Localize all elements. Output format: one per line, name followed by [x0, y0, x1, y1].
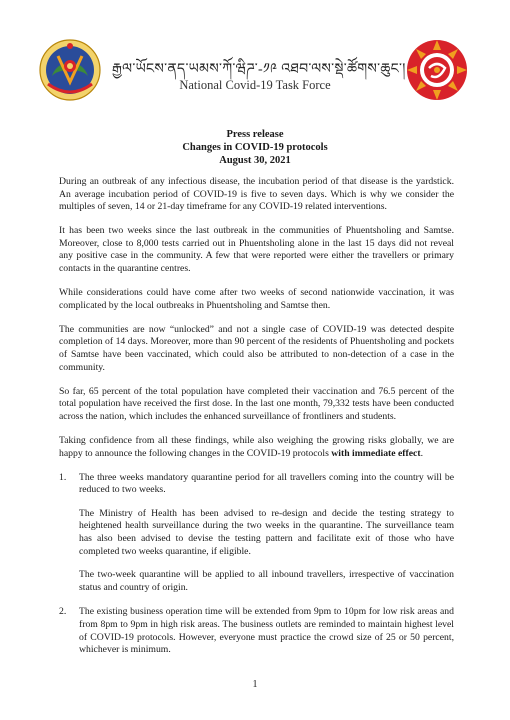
press-release-heading: [0, 128, 510, 167]
national-emblem-logo: [38, 38, 102, 102]
list-paragraph: The Ministry of Health has been advised to re-design and decide the testing strategy to heightened health surveillance during the two weeks in the quarantine. The surveillance team has also been advised to devise the testing pattern and facilitate exit of those who have completed two weeks quarantine, if eligible.: [79, 507, 454, 557]
paragraph: It has been two weeks since the last outbreak in the communities of Phuentsholing and Samtse. Moreover, close to 8,000 tests carried out in Phuentsholing alone in the last 15 days did not reveal any positive case in the community. A few that were reported were either the travellers or primary contacts in the quarantine centres.: [59, 225, 454, 275]
list-item: [59, 606, 454, 656]
list-item: [59, 472, 454, 595]
list-number: 2.: [59, 606, 67, 618]
document-body: [59, 176, 454, 669]
page-number: 1: [252, 679, 258, 690]
tibetan-title: རྒྱལ་ཡོངས་ནད་ཡམས་ཀོ་ཝིཌ་-༡༩ འཐབ་ལས་སྡེ་ཚོགས་ཆུང་།: [112, 62, 406, 77]
paragraph: [59, 435, 454, 460]
list-paragraph: The two-week quarantine will be applied to all inbound travellers, irrespective of vaccination status and country of origin.: [79, 569, 454, 593]
document-date: August 30, 2021: [219, 155, 291, 166]
list-number: 1.: [59, 471, 67, 483]
ministry-health-logo: [405, 38, 469, 102]
paragraph: The communities are now “unlocked” and not a single case of COVID-19 was detected despite completion of 14 days. Moreover, more than 90 percent of the residents of Phuentsholing and pockets of Samtse have been vaccinated, which could also be attributed to non-detection of a case in the community.: [59, 323, 454, 373]
press-release-label: Press release: [226, 129, 284, 140]
paragraph-text: Taking confidence from all these findings, while also weighing the growing risks globally, we are happy to announce the following changes in the COVID-19 protocols: [59, 435, 454, 459]
paragraph: During an outbreak of any infectious disease, the incubation period of that disease is the yardstick. An average incubation period of COVID-19 is five to seven days. Which is why we consider the multiples of seven, 14 or 21-day timeframe for any COVID-19 related interventions.: [59, 176, 454, 213]
list-paragraph: The three weeks mandatory quarantine period for all travellers coming into the country will be reduced to two weeks.: [79, 471, 454, 496]
emphasis-text: with immediate effect: [331, 447, 421, 459]
document-title: Changes in COVID-19 protocols: [182, 142, 328, 153]
paragraph-end: .: [420, 447, 424, 459]
list-paragraph: The existing business operation time will be extended from 9pm to 10pm for low risk areas and from 8pm to 9pm in high risk areas. The business outlets are reminded to maintain highest level of COVID-19 protocols. However, everyone must practice the crowd size of 25 or 50 percent, whichever is minimum.: [79, 606, 454, 656]
paragraph: While considerations could have come after two weeks of second nationwide vaccination, it was complicated by the local outbreaks in Phuentsholing and Samtse then.: [59, 287, 454, 311]
paragraph: So far, 65 percent of the total population have completed their vaccination and 76.5 percent of the total population have received the first dose. In the last one month, 79,332 tests have been conducted across the nation, which includes the enhanced surveillance of frontliners and students.: [59, 385, 454, 422]
organization-name: National Covid-19 Task Force: [179, 78, 331, 92]
changes-list: [59, 472, 454, 657]
